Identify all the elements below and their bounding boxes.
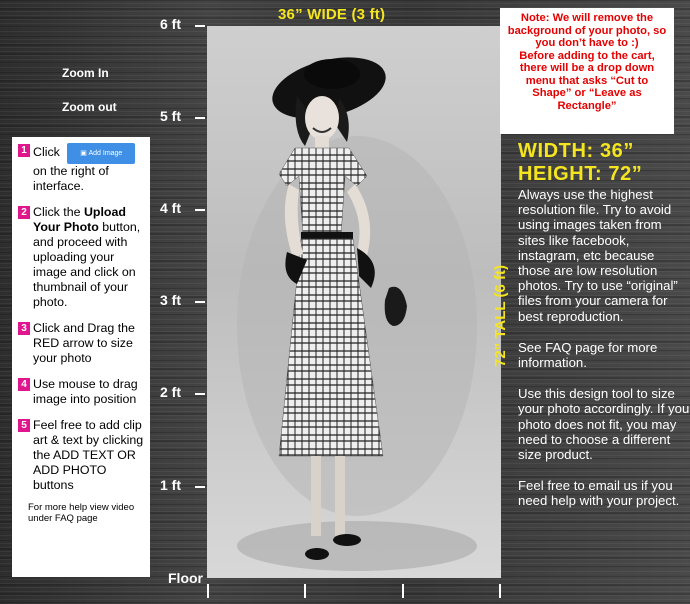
width-dimension: WIDTH: 36” — [518, 140, 634, 162]
note-line-2: Before adding to the cart, there will be a drop down menu that asks “Cut to Shape” or “Leave as Rectangle” — [519, 49, 655, 112]
floor-label: Floor — [168, 570, 203, 586]
ruler-dash — [195, 486, 205, 488]
step-text: Use mouse to drag image into position — [33, 377, 138, 406]
step-number: 4 — [18, 378, 30, 391]
step-4 — [18, 377, 144, 407]
step-text: button, and proceed with uploading your image and click on thumbnail of your photo. — [33, 220, 141, 309]
step-number: 1 — [18, 144, 30, 157]
ruler-dash — [195, 301, 205, 303]
info-paragraph: Feel free to email us if you need help with your project. — [518, 478, 680, 509]
dimensions — [518, 140, 642, 186]
step-number: 5 — [18, 419, 30, 432]
step-3 — [18, 321, 144, 366]
photo-canvas[interactable] — [207, 26, 501, 578]
ruler-dash — [195, 209, 205, 211]
ruler-label: 6 ft — [160, 16, 181, 32]
ruler-label: 5 ft — [160, 108, 181, 124]
note-box — [500, 8, 674, 134]
ruler-dash — [195, 117, 205, 119]
vintage-photo — [207, 26, 501, 578]
info-paragraph: Use this design tool to size your photo accordingly. If you photo does not fit, you may need to choose a different size product. — [518, 386, 690, 463]
note-line-1: Note: We will remove the background of your photo, so you don’t have to :) — [507, 12, 667, 49]
floor-tick — [304, 584, 306, 598]
step-text: Click the — [33, 205, 84, 219]
ruler-label: 4 ft — [160, 200, 181, 216]
info-text — [518, 187, 690, 525]
ruler-label: 1 ft — [160, 477, 181, 493]
tall-label: 72” TALL (6 ft) — [492, 265, 509, 367]
floor-tick — [207, 584, 209, 598]
step-1 — [18, 143, 144, 194]
zoom-out-button[interactable]: Zoom out — [62, 100, 117, 114]
add-image-label: Add Image — [88, 150, 123, 157]
instructions-panel — [12, 137, 150, 577]
ruler-dash — [195, 393, 205, 395]
ruler-label: 2 ft — [160, 384, 181, 400]
step-text: Click — [33, 145, 60, 159]
add-image-button[interactable]: ▣ Add Image — [67, 143, 135, 164]
height-dimension: HEIGHT: 72” — [518, 163, 643, 185]
width-label: 36” WIDE (3 ft) — [278, 6, 386, 23]
step-2 — [18, 205, 144, 310]
info-paragraph: Always use the highest resolution file. Try to avoid using images taken from sites like facebook, instagram, etc because those are low resolution photos. Try to use “original” files from your camera for best reproduction. — [518, 187, 678, 324]
step-number: 3 — [18, 322, 30, 335]
zoom-in-button[interactable]: Zoom In — [62, 66, 109, 80]
upload-photo-text: Upload Your Photo — [33, 205, 126, 234]
step-text: on the right of interface. — [33, 164, 109, 193]
step-5 — [18, 418, 144, 493]
more-help-text: For more help view video under FAQ page — [28, 502, 135, 524]
info-paragraph: See FAQ page for more information. — [518, 339, 658, 371]
step-text: Feel free to add clip art & text by clicking the ADD TEXT OR ADD PHOTO buttons — [33, 418, 144, 492]
step-number: 2 — [18, 206, 30, 219]
ruler-dash — [195, 25, 205, 27]
ruler-label: 3 ft — [160, 292, 181, 308]
floor-tick — [499, 584, 501, 598]
floor-tick — [402, 584, 404, 598]
step-text: Click and Drag the RED arrow to size your photo — [33, 321, 135, 365]
